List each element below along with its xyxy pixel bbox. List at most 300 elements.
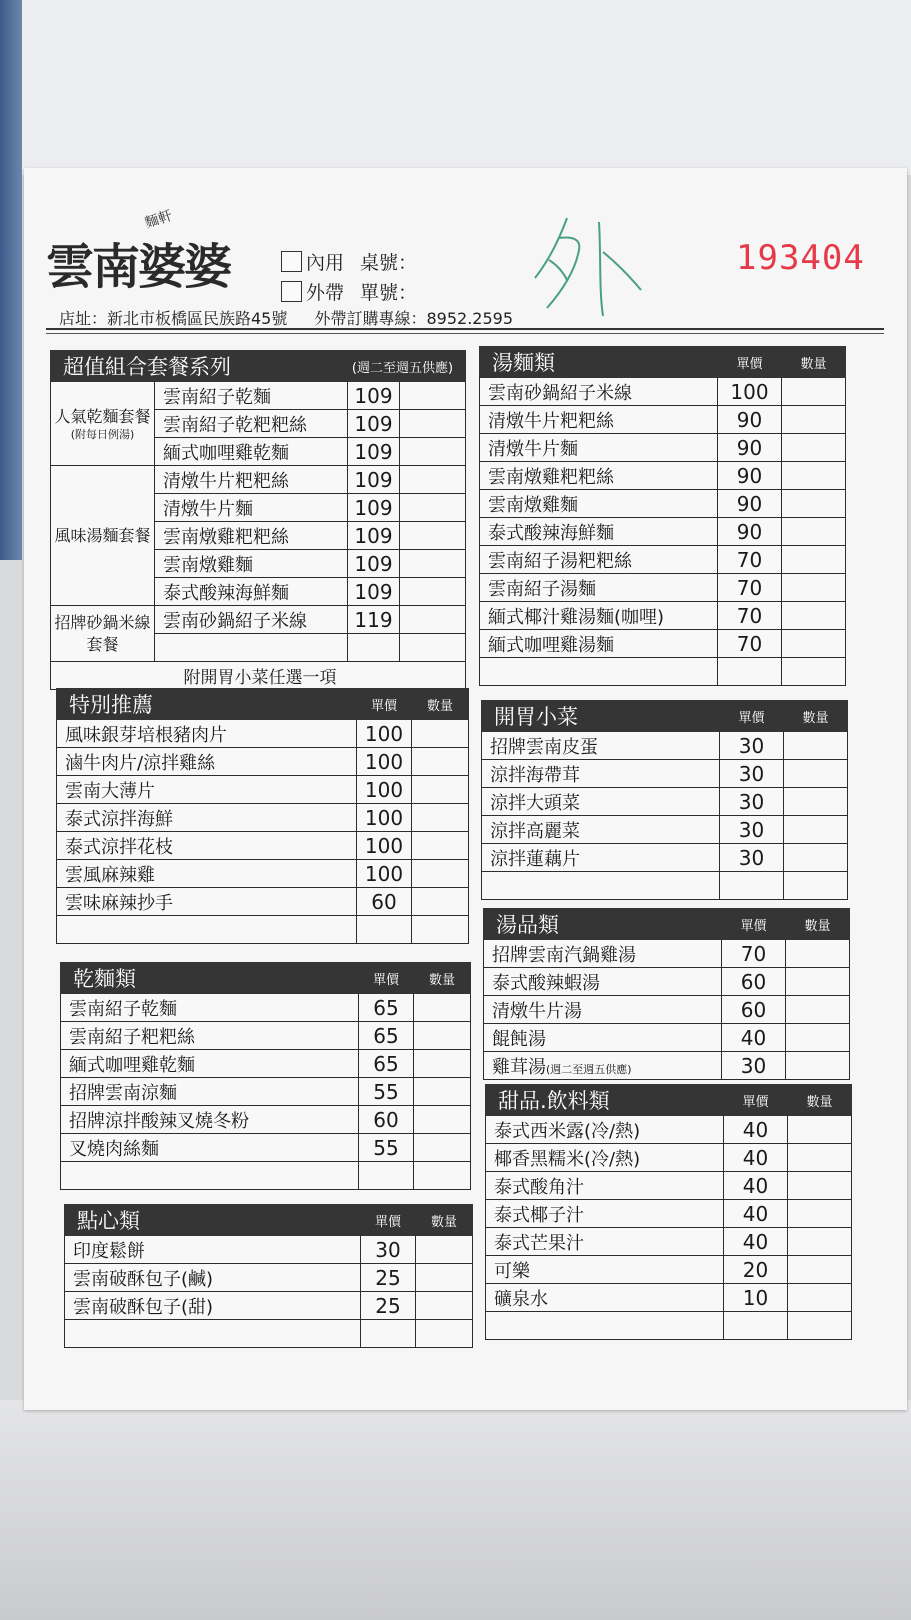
item-qty-cell[interactable] — [788, 1228, 852, 1256]
item-name — [57, 720, 357, 748]
item-name-text: 清燉牛片麵 — [488, 438, 578, 460]
combo-item-price: 109 — [348, 494, 400, 522]
menu-row — [61, 1050, 471, 1078]
item-name-text: 雲南紹子湯麵 — [488, 578, 596, 600]
order-no-label: 單號： — [360, 282, 418, 304]
item-price: 40 — [724, 1228, 788, 1256]
blank-cell[interactable] — [482, 872, 720, 900]
desserts-table — [485, 1084, 852, 1340]
item-name — [486, 1256, 724, 1284]
menu-row — [486, 1172, 852, 1200]
blank-row — [486, 1312, 852, 1340]
item-name-text: 可樂 — [494, 1260, 530, 1282]
item-name — [480, 574, 718, 602]
combo-footer-row — [51, 662, 466, 690]
item-qty-cell[interactable] — [782, 518, 846, 546]
item-qty-cell[interactable] — [414, 1022, 471, 1050]
blank-cell[interactable] — [155, 634, 348, 662]
menu-row — [57, 804, 469, 832]
item-qty-cell[interactable] — [782, 546, 846, 574]
item-price: 40 — [724, 1116, 788, 1144]
item-name-text: 椰香黑糯米(冷/熱) — [494, 1148, 641, 1170]
blank-row — [61, 1162, 471, 1190]
item-qty-cell[interactable] — [786, 968, 850, 996]
item-price: 70 — [718, 574, 782, 602]
menu-row — [61, 1078, 471, 1106]
item-qty-cell[interactable] — [416, 1292, 473, 1320]
takeout-hotline: 外帶訂購專線：8952.2595 — [314, 309, 513, 328]
item-name — [61, 1022, 359, 1050]
item-qty-cell[interactable] — [414, 1078, 471, 1106]
blank-cell[interactable] — [414, 1162, 471, 1190]
item-price: 60 — [359, 1106, 414, 1134]
item-name-text: 雲南燉雞麵 — [488, 494, 578, 516]
blank-cell[interactable] — [788, 1312, 852, 1340]
item-name-text: 雲南紹子粑粑絲 — [69, 1026, 195, 1048]
special-title: 特別推薦 — [69, 693, 153, 717]
item-name-text: 雲南大薄片 — [65, 780, 155, 802]
combo-row — [51, 382, 466, 410]
soups-table — [483, 908, 850, 1080]
item-name — [482, 732, 720, 760]
price-col-header: 單價 — [718, 347, 782, 378]
item-qty-cell[interactable] — [788, 1116, 852, 1144]
item-name-text: 礦泉水 — [494, 1288, 548, 1310]
blank-cell[interactable] — [400, 634, 466, 662]
blank-cell[interactable] — [412, 916, 469, 944]
menu-row — [484, 996, 850, 1024]
item-price: 30 — [722, 1052, 786, 1080]
combo-item-price: 109 — [348, 550, 400, 578]
item-price: 30 — [361, 1236, 416, 1264]
item-name-text: 泰式椰子汁 — [494, 1204, 584, 1226]
item-qty-cell[interactable] — [412, 888, 469, 916]
item-name — [57, 888, 357, 916]
menu-row — [65, 1236, 473, 1264]
dim-sum-table — [64, 1204, 473, 1348]
item-price: 40 — [724, 1200, 788, 1228]
combo-item-name: 雲南紹子乾麵 — [155, 382, 348, 410]
item-name-text: 雲味麻辣抄手 — [65, 892, 173, 914]
item-qty-cell[interactable] — [782, 462, 846, 490]
item-price: 70 — [718, 602, 782, 630]
item-qty-cell[interactable] — [788, 1144, 852, 1172]
item-name-text: 涼拌海帶茸 — [490, 764, 580, 786]
item-name — [480, 462, 718, 490]
item-qty-cell[interactable] — [416, 1236, 473, 1264]
store-info — [59, 306, 513, 329]
blank-cell[interactable] — [361, 1320, 416, 1348]
menu-row — [484, 1052, 850, 1080]
handwritten-mark — [529, 210, 649, 320]
combo-item-name: 清燉牛片麵 — [155, 494, 348, 522]
item-price: 100 — [357, 804, 412, 832]
blank-row — [480, 658, 846, 686]
menu-row — [61, 1106, 471, 1134]
menu-row — [482, 816, 848, 844]
item-qty-cell[interactable] — [782, 434, 846, 462]
item-name — [57, 804, 357, 832]
combo-item-price: 109 — [348, 438, 400, 466]
item-name — [61, 1078, 359, 1106]
item-name-text: 雲風麻辣雞 — [65, 864, 155, 886]
item-qty-cell[interactable] — [414, 1134, 471, 1162]
item-name-text: 泰式西米露(冷/熱) — [494, 1120, 641, 1142]
item-price: 40 — [722, 1024, 786, 1052]
blank-cell[interactable] — [724, 1312, 788, 1340]
price-col-header: 單價 — [359, 963, 414, 994]
item-price: 100 — [357, 832, 412, 860]
item-name-text: 泰式酸辣蝦湯 — [492, 972, 600, 994]
item-name — [480, 602, 718, 630]
item-name-text: 滷牛肉片/涼拌雞絲 — [65, 752, 216, 774]
item-qty-cell[interactable] — [788, 1172, 852, 1200]
item-note: (週二至週五供應) — [546, 1062, 632, 1076]
combo-item-qty-cell[interactable] — [400, 410, 466, 438]
item-name — [486, 1284, 724, 1312]
menu-row — [486, 1256, 852, 1284]
soup-noodles-title: 湯麵類 — [492, 351, 555, 375]
item-price: 55 — [359, 1078, 414, 1106]
price-col-header: 單價 — [722, 909, 786, 940]
appetizers-table — [481, 700, 848, 900]
item-price: 100 — [718, 378, 782, 406]
qty-col-header: 數量 — [788, 1085, 852, 1116]
item-qty-cell[interactable] — [412, 832, 469, 860]
soup-noodles-table — [479, 346, 846, 686]
menu-row — [57, 860, 469, 888]
item-qty-cell[interactable] — [782, 574, 846, 602]
combo-group-label: 風味湯麵套餐 — [54, 525, 151, 545]
blank-cell[interactable] — [359, 1162, 414, 1190]
item-price: 30 — [720, 760, 784, 788]
item-qty-cell[interactable] — [414, 1050, 471, 1078]
item-name — [482, 844, 720, 872]
menu-row — [482, 732, 848, 760]
item-price: 60 — [722, 996, 786, 1024]
menu-row — [61, 1022, 471, 1050]
combo-item-name: 雲南砂鍋紹子米線 — [155, 606, 348, 634]
combo-item-price: 109 — [348, 410, 400, 438]
price-col-header: 單價 — [357, 689, 412, 720]
item-qty-cell[interactable] — [784, 788, 848, 816]
qty-col-header: 數量 — [412, 689, 469, 720]
blank-cell[interactable] — [57, 916, 357, 944]
desserts-title: 甜品.飲料類 — [498, 1089, 610, 1113]
combo-item-price: 109 — [348, 466, 400, 494]
combo-group-note: (附每日例湯) — [70, 427, 135, 441]
combo-item-qty-cell[interactable] — [400, 466, 466, 494]
combo-item-qty-cell[interactable] — [400, 438, 466, 466]
item-qty-cell[interactable] — [782, 378, 846, 406]
combo-row — [51, 466, 466, 494]
logo-badge: 麵軒 — [142, 207, 175, 232]
qty-col-header: 數量 — [414, 963, 471, 994]
item-name — [65, 1236, 361, 1264]
item-price: 90 — [718, 518, 782, 546]
item-qty-cell[interactable] — [786, 1052, 850, 1080]
menu-row — [65, 1264, 473, 1292]
menu-row — [57, 748, 469, 776]
item-price: 70 — [718, 630, 782, 658]
special-table — [56, 688, 469, 944]
item-name — [57, 860, 357, 888]
combo-item-qty-cell[interactable] — [400, 550, 466, 578]
dine-in-label: 內用 — [306, 252, 345, 274]
order-number: 193404 — [736, 238, 865, 278]
dry-noodles-title: 乾麵類 — [73, 967, 136, 991]
item-name-text: 風味銀芽培根豬肉片 — [65, 724, 227, 746]
menu-row — [480, 630, 846, 658]
item-price: 100 — [357, 748, 412, 776]
item-name — [65, 1292, 361, 1320]
menu-row — [486, 1144, 852, 1172]
item-name-text: 叉燒肉絲麵 — [69, 1138, 159, 1160]
item-name-text: 招牌雲南汽鍋雞湯 — [492, 944, 636, 966]
item-name-text: 印度鬆餅 — [73, 1240, 145, 1262]
combo-item-qty-cell[interactable] — [400, 578, 466, 606]
combo-title: 超值組合套餐系列 — [63, 355, 231, 379]
takeout-label: 外帶 — [306, 282, 345, 304]
store-address: 店址：新北市板橋區民族路45號 — [59, 309, 288, 328]
dry-noodles-table — [60, 962, 471, 1190]
item-name — [484, 940, 722, 968]
item-name-text: 雲南破酥包子(甜) — [73, 1296, 214, 1318]
item-name — [57, 748, 357, 776]
item-qty-cell[interactable] — [788, 1200, 852, 1228]
combo-item-price: 119 — [348, 606, 400, 634]
item-name — [480, 406, 718, 434]
item-qty-cell[interactable] — [412, 748, 469, 776]
takeout-option[interactable] — [281, 278, 417, 305]
blank-cell[interactable] — [784, 872, 848, 900]
item-price: 30 — [720, 732, 784, 760]
menu-row — [486, 1116, 852, 1144]
combo-item-name: 緬式咖哩雞乾麵 — [155, 438, 348, 466]
item-qty-cell[interactable] — [784, 844, 848, 872]
item-name-text: 清燉牛片湯 — [492, 1000, 582, 1022]
item-name-text: 泰式涼拌花枝 — [65, 836, 173, 858]
item-name — [482, 816, 720, 844]
menu-row — [480, 546, 846, 574]
menu-row — [484, 968, 850, 996]
item-name — [480, 630, 718, 658]
price-col-header: 單價 — [361, 1205, 416, 1236]
item-name-text: 雲南燉雞粑粑絲 — [488, 466, 614, 488]
soups-title: 湯品類 — [496, 913, 559, 937]
item-name-text: 招牌雲南皮蛋 — [490, 736, 598, 758]
item-name-text: 緬式咖哩雞湯麵 — [488, 634, 614, 656]
item-qty-cell[interactable] — [412, 860, 469, 888]
item-qty-cell[interactable] — [782, 490, 846, 518]
menu-row — [57, 776, 469, 804]
item-name-text: 涼拌高麗菜 — [490, 820, 580, 842]
item-price: 30 — [720, 844, 784, 872]
item-qty-cell[interactable] — [786, 996, 850, 1024]
combo-item-price: 109 — [348, 522, 400, 550]
item-price: 100 — [357, 776, 412, 804]
item-qty-cell[interactable] — [782, 630, 846, 658]
item-name — [480, 518, 718, 546]
blank-cell[interactable] — [348, 634, 400, 662]
item-price: 30 — [720, 788, 784, 816]
item-price: 90 — [718, 490, 782, 518]
menu-row — [484, 1024, 850, 1052]
blank-cell[interactable] — [61, 1162, 359, 1190]
item-qty-cell[interactable] — [414, 994, 471, 1022]
blank-cell[interactable] — [416, 1320, 473, 1348]
item-price: 25 — [361, 1264, 416, 1292]
item-name — [61, 1050, 359, 1078]
background-bottom — [0, 1400, 911, 1620]
combo-item-name: 雲南紹子乾粑粑絲 — [155, 410, 348, 438]
item-qty-cell[interactable] — [784, 816, 848, 844]
item-name-text: 緬式咖哩雞乾麵 — [69, 1054, 195, 1076]
item-name-text: 泰式涼拌海鮮 — [65, 808, 173, 830]
item-qty-cell[interactable] — [782, 602, 846, 630]
menu-row — [482, 844, 848, 872]
item-price: 55 — [359, 1134, 414, 1162]
item-price: 90 — [718, 434, 782, 462]
menu-row — [480, 406, 846, 434]
combo-group-name — [51, 466, 155, 606]
table-no-label: 桌號： — [360, 252, 418, 274]
item-qty-cell[interactable] — [788, 1284, 852, 1312]
item-price: 70 — [722, 940, 786, 968]
blank-cell[interactable] — [720, 872, 784, 900]
menu-row — [61, 994, 471, 1022]
item-name-text: 雲南紹子乾麵 — [69, 998, 177, 1020]
item-name — [486, 1200, 724, 1228]
blank-row — [65, 1320, 473, 1348]
menu-row — [480, 574, 846, 602]
menu-row — [480, 602, 846, 630]
item-price: 40 — [724, 1144, 788, 1172]
item-name — [484, 1052, 722, 1080]
item-qty-cell[interactable] — [412, 804, 469, 832]
blank-cell[interactable] — [486, 1312, 724, 1340]
item-name — [57, 776, 357, 804]
combo-row — [51, 606, 466, 634]
combo-footer: 附開胃小菜任選一項 — [51, 662, 466, 690]
dine-in-option[interactable] — [281, 248, 417, 275]
item-name-text: 泰式芒果汁 — [494, 1232, 584, 1254]
menu-row — [486, 1284, 852, 1312]
combo-item-qty-cell[interactable] — [400, 606, 466, 634]
item-name — [484, 1024, 722, 1052]
item-name — [482, 760, 720, 788]
item-qty-cell[interactable] — [784, 760, 848, 788]
item-name — [61, 1106, 359, 1134]
item-name — [480, 490, 718, 518]
blank-cell[interactable] — [357, 916, 412, 944]
blank-cell[interactable] — [480, 658, 718, 686]
item-qty-cell[interactable] — [786, 940, 850, 968]
restaurant-logo: 雲南婆婆 — [46, 239, 231, 295]
combo-item-name: 雲南燉雞粑粑絲 — [155, 522, 348, 550]
blank-cell[interactable] — [65, 1320, 361, 1348]
item-name-text: 雲南砂鍋紹子米線 — [488, 382, 632, 404]
item-qty-cell[interactable] — [416, 1264, 473, 1292]
item-price: 40 — [724, 1172, 788, 1200]
item-qty-cell[interactable] — [786, 1024, 850, 1052]
item-name — [482, 788, 720, 816]
combo-item-qty-cell[interactable] — [400, 522, 466, 550]
menu-row — [486, 1200, 852, 1228]
item-price: 25 — [361, 1292, 416, 1320]
item-name-text: 雲南紹子湯粑粑絲 — [488, 550, 632, 572]
item-qty-cell[interactable] — [784, 732, 848, 760]
item-name-text: 泰式酸角汁 — [494, 1176, 584, 1198]
blank-row — [57, 916, 469, 944]
combo-table — [50, 350, 466, 690]
item-price: 65 — [359, 994, 414, 1022]
item-name-text: 招牌雲南涼麵 — [69, 1082, 177, 1104]
item-name-text: 餛飩湯 — [492, 1028, 546, 1050]
item-name — [61, 1134, 359, 1162]
menu-row — [482, 760, 848, 788]
combo-group-label: 招牌砂鍋米線套餐 — [54, 612, 151, 654]
combo-group-label: 人氣乾麵套餐 — [54, 406, 151, 426]
menu-row — [486, 1228, 852, 1256]
item-price: 10 — [724, 1284, 788, 1312]
appetizers-title: 開胃小菜 — [494, 705, 578, 729]
item-qty-cell[interactable] — [782, 406, 846, 434]
dine-in-checkbox[interactable] — [281, 251, 302, 272]
background-top — [0, 0, 911, 175]
combo-group-name — [51, 382, 155, 466]
menu-row — [480, 378, 846, 406]
item-name-text: 涼拌蓮藕片 — [490, 848, 580, 870]
combo-item-qty-cell[interactable] — [400, 382, 466, 410]
item-qty-cell[interactable] — [788, 1256, 852, 1284]
blank-cell[interactable] — [718, 658, 782, 686]
background-blue-edge — [0, 0, 22, 560]
qty-col-header: 數量 — [416, 1205, 473, 1236]
item-price: 65 — [359, 1050, 414, 1078]
item-name-text: 雲南破酥包子(鹹) — [73, 1268, 214, 1290]
item-name — [65, 1264, 361, 1292]
item-price: 65 — [359, 1022, 414, 1050]
item-price: 100 — [357, 720, 412, 748]
item-qty-cell[interactable] — [414, 1106, 471, 1134]
item-name-text: 緬式椰汁雞湯麵(咖哩) — [488, 606, 665, 628]
price-col-header: 單價 — [720, 701, 784, 732]
item-name-text: 泰式酸辣海鮮麵 — [488, 522, 614, 544]
combo-item-name: 清燉牛片粑粑絲 — [155, 466, 348, 494]
menu-row — [57, 888, 469, 916]
item-name — [486, 1228, 724, 1256]
divider-thin — [46, 333, 884, 334]
item-name — [61, 994, 359, 1022]
item-qty-cell[interactable] — [412, 776, 469, 804]
qty-col-header: 數量 — [782, 347, 846, 378]
item-name-text: 雞茸湯 — [492, 1056, 546, 1078]
item-name-text: 涼拌大頭菜 — [490, 792, 580, 814]
item-price: 30 — [720, 816, 784, 844]
price-col-header: 單價 — [724, 1085, 788, 1116]
divider-thick — [46, 328, 884, 330]
menu-row — [61, 1134, 471, 1162]
item-name — [486, 1116, 724, 1144]
item-name — [480, 434, 718, 462]
item-price: 60 — [357, 888, 412, 916]
combo-item-qty-cell[interactable] — [400, 494, 466, 522]
blank-cell[interactable] — [782, 658, 846, 686]
item-name — [484, 968, 722, 996]
item-qty-cell[interactable] — [412, 720, 469, 748]
takeout-checkbox[interactable] — [281, 281, 302, 302]
